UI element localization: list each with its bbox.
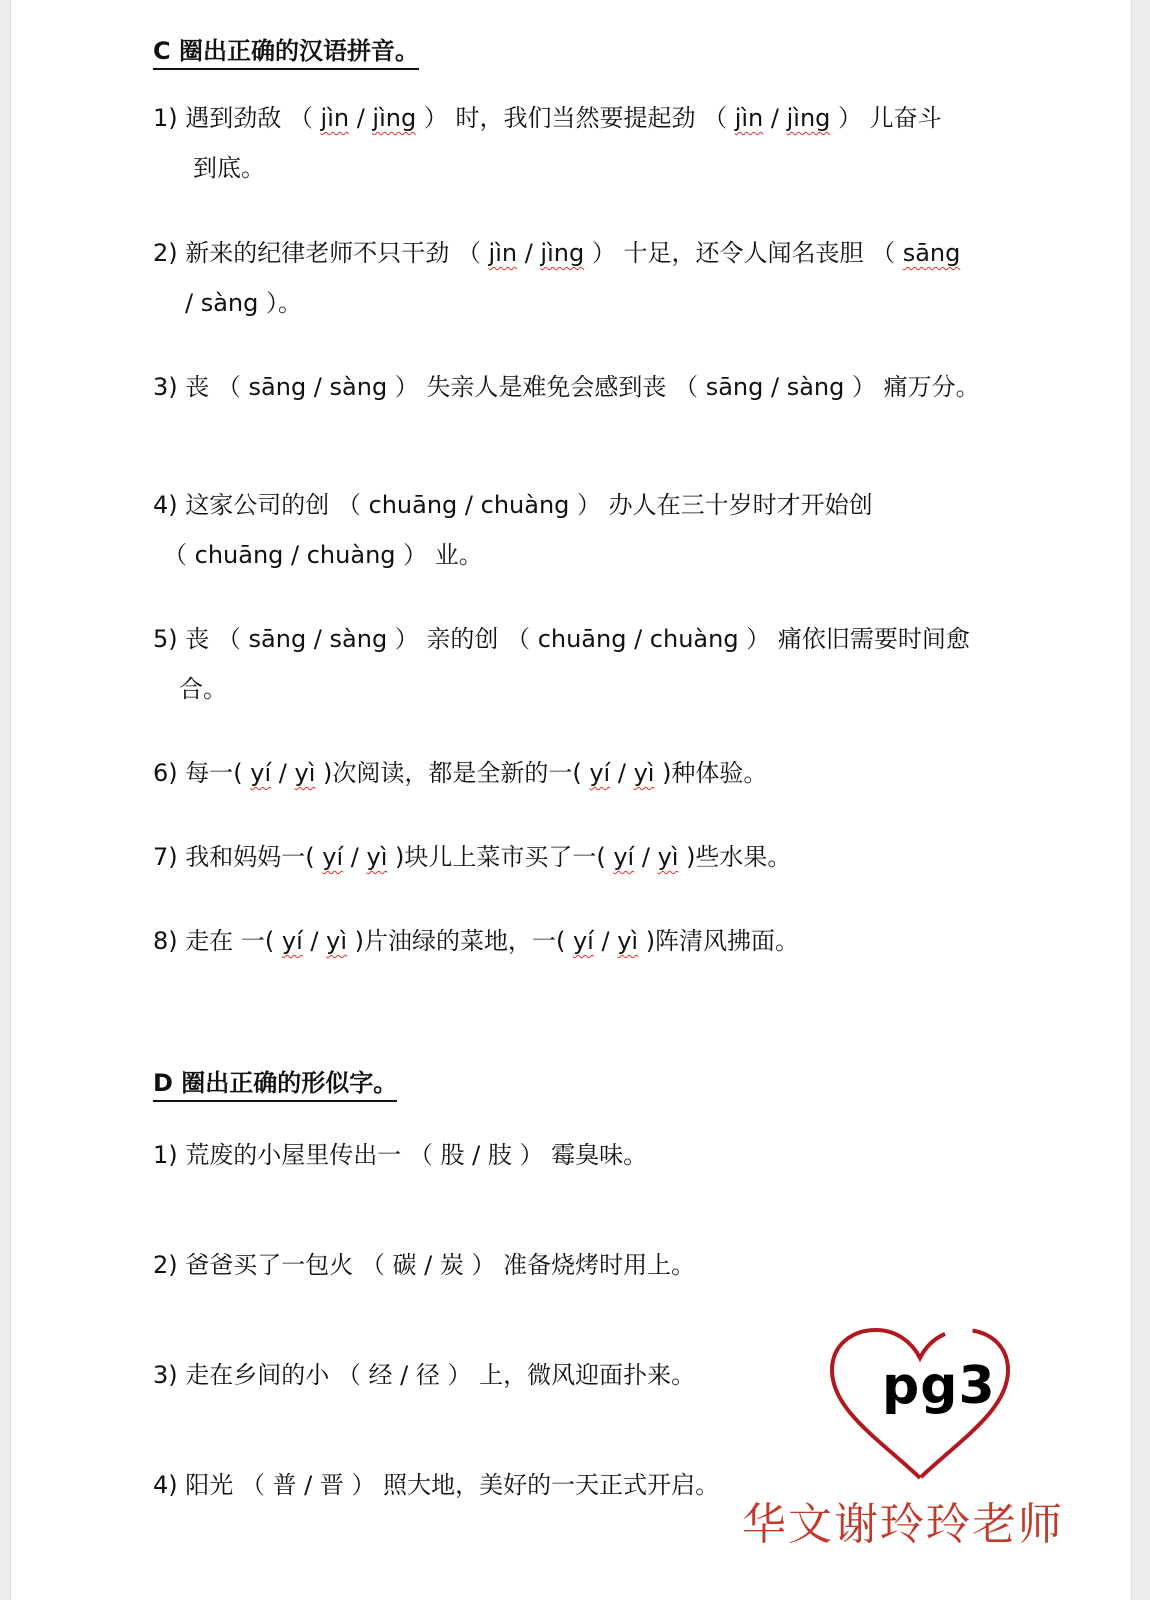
pinyin-option[interactable]: yí [281,927,303,955]
q-text: )种体验。 [654,759,768,787]
pinyin-option[interactable]: jìng [786,104,831,132]
pinyin-option[interactable]: yí [250,759,272,787]
q-text: )片油绿的菜地，一( [346,927,573,955]
pinyin-option[interactable]: jìng [540,239,585,267]
q-text: 4) 阳光 （ 普 / 晋 ） 照大地，美好的一天正式开启。 [153,1471,720,1499]
q-text: ） 十足，还令人闻名丧胆 （ [584,239,903,267]
pinyin-option[interactable]: yì [617,927,639,955]
q-text: 7) 我和妈妈一( [153,843,323,871]
page-number-label: pg3 [882,1356,996,1416]
teacher-signature: 华文谢玲玲老师 [742,1499,1064,1550]
q-text: 4) 这家公司的创 （ chuāng / chuàng ） 办人在三十岁时才开始创 [153,491,873,519]
question-d2 [153,1240,1033,1290]
separator: / [634,843,658,871]
q-text: 2) 新来的纪律老师不只干劲 （ [153,239,489,267]
pinyin-option[interactable]: yí [589,759,611,787]
q-text: )些水果。 [678,843,792,871]
section-c-title: C 圈出正确的汉语拼音。 [153,36,419,70]
separator: / [593,927,618,955]
pinyin-option[interactable]: sāng [902,239,961,267]
section-d-title: D 圈出正确的形似字。 [153,1068,397,1102]
q-text: 1) 荒废的小屋里传出一 （ 股 / 肢 ） 霉臭味。 [153,1141,648,1169]
question-c7 [153,832,1033,882]
q-text: )块儿上菜市买了一( [387,843,614,871]
separator: / [610,759,634,787]
q-text: 8) 走在 一( [153,927,282,955]
pinyin-option[interactable]: yì [294,759,316,787]
pinyin-option[interactable]: yí [322,843,344,871]
separator: / [271,759,295,787]
q-continuation: 到底。 [193,154,265,182]
pinyin-option[interactable]: jìn [734,104,764,132]
separator: / [517,239,541,267]
q-text: 1) 遇到劲敌 （ [153,104,321,132]
question-c2 [153,228,1033,328]
question-c6 [153,748,1033,798]
pinyin-option[interactable]: yì [366,843,388,871]
q-text: ） 时，我们当然要提起劲 （ [416,104,735,132]
q-text: 6) 每一( [153,759,251,787]
q-text: 2) 爸爸买了一包火 （ 碳 / 炭 ） 准备烧烤时用上。 [153,1251,696,1279]
q-continuation: / sàng ）。 [185,289,302,317]
separator: / [302,927,327,955]
question-d1 [153,1130,1033,1180]
q-text: )阵清风拂面。 [638,927,800,955]
pinyin-option[interactable]: yí [613,843,635,871]
question-c4 [153,480,1033,580]
q-continuation: （ chuāng / chuàng ） 业。 [163,541,483,569]
pinyin-option[interactable]: jìng [372,104,417,132]
pinyin-option[interactable]: jìn [488,239,518,267]
question-c8 [153,916,1033,966]
q-text: 5) 丧 （ sāng / sàng ） 亲的创 （ chuāng / chuàng ） 痛依旧需要时间愈 [153,625,970,653]
question-c1 [153,93,1033,193]
separator: / [763,104,787,132]
separator: / [349,104,373,132]
q-text: )次阅读，都是全新的一( [315,759,590,787]
question-c5 [153,614,1033,714]
page-stamp [742,1320,1120,1570]
pinyin-option[interactable]: yì [326,927,347,955]
pinyin-option[interactable]: yì [633,759,655,787]
q-text: 3) 丧 （ sāng / sàng ） 失亲人是难免会感到丧 （ sāng / sàng ） 痛万分。 [153,373,980,401]
pinyin-option[interactable]: yì [657,843,679,871]
q-text: ） 儿奋斗 [830,104,942,132]
separator: / [343,843,367,871]
q-text: 3) 走在乡间的小 （ 经 / 径 ） 上，微风迎面扑来。 [153,1361,696,1389]
q-continuation: 合。 [179,675,227,703]
pinyin-option[interactable]: jìn [320,104,350,132]
question-c3 [153,362,1033,412]
pinyin-option[interactable]: yí [572,927,594,955]
